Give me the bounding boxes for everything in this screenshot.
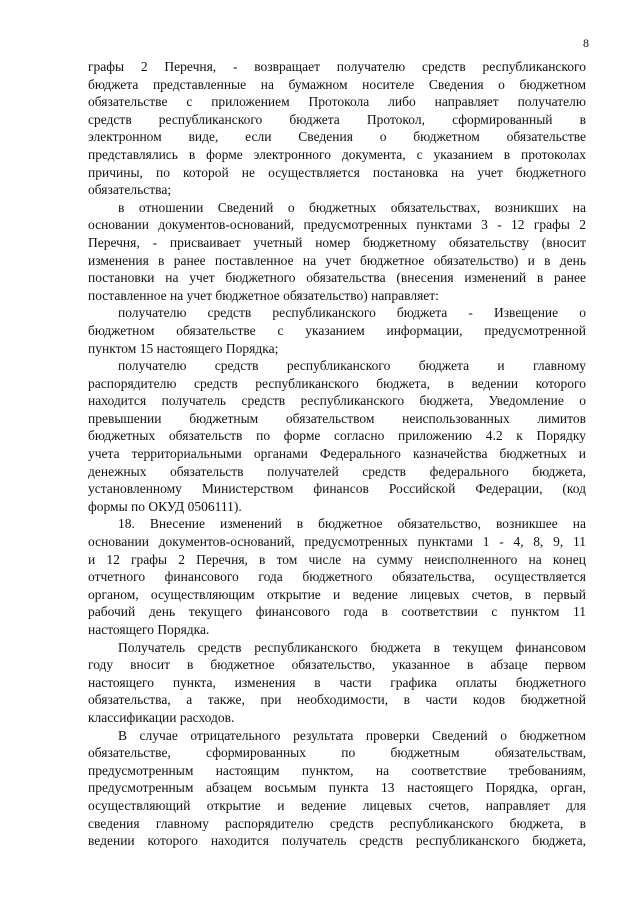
text-line: В случае отрицательного результата проверки Сведений о бюджетном xyxy=(118,727,586,743)
text-line: предусмотренным настоящим пунктом, на соответствие требованиям, xyxy=(88,762,586,778)
text-line: основании документов-оснований, предусмотренных пунктами 3 - 12 графы 2 xyxy=(88,217,586,233)
paragraph xyxy=(88,199,586,305)
text-line: обязательства; xyxy=(88,182,172,198)
page-number: 8 xyxy=(583,36,589,50)
text-line: обязательстве с приложением Протокола либо направляет получателю xyxy=(88,94,586,110)
text-line: представлялись в форме электронного документа, с указанием в протоколах xyxy=(88,146,586,162)
text-line: сведения главному распорядителю средств республиканского бюджета, в xyxy=(88,815,586,831)
text-line: получателю средств республиканского бюджета и главному xyxy=(118,358,586,374)
text-line: установленному Министерством финансов Российской Федерации, (код xyxy=(88,481,586,497)
text-line: средств республиканского бюджета Протокол, сформированный в xyxy=(88,111,586,127)
text-line: ведении которого находится получатель средств республиканского бюджета, xyxy=(88,833,586,849)
text-line: и 12 графы 2 Перечня, в том числе на сумму неисполненного на конец xyxy=(88,551,586,567)
text-line: поставленное на учет бюджетное обязательство) направляет: xyxy=(88,287,439,303)
text-line: рабочий день текущего финансового года в соответствии с пунктом 11 xyxy=(88,604,586,620)
text-line: настоящего пункта, изменения в части графика оплаты бюджетного xyxy=(88,674,586,690)
text-line: пунктом 15 настоящего Порядка; xyxy=(88,340,279,356)
paragraph xyxy=(88,304,586,357)
text-line: формы по ОКУД 0506111). xyxy=(88,498,242,514)
text-line: превышении бюджетным обязательством неиспользованных лимитов xyxy=(88,410,586,426)
text-line: в отношении Сведений о бюджетных обязательствах, возникших на xyxy=(118,199,586,215)
text-line: находится получатель средств республиканского бюджета, Уведомление о xyxy=(88,393,586,409)
text-line: распорядителю средств республиканского бюджета, в ведении которого xyxy=(88,375,586,391)
text-line: денежных обязательств получателей средств федерального бюджета, xyxy=(88,463,586,479)
paragraph xyxy=(88,515,586,638)
text-line: учета территориальными органами Федерального казначейства бюджетных и xyxy=(88,446,586,462)
document-body xyxy=(88,58,586,850)
text-line: 18. Внесение изменений в бюджетное обязательство, возникшее на xyxy=(118,516,586,532)
text-line: осуществляющий открытие и ведение лицевых счетов, направляет для xyxy=(88,797,586,813)
text-line: причины, по которой не осуществляется постановка на учет бюджетного xyxy=(88,164,586,180)
text-line: классификации расходов. xyxy=(88,709,235,725)
text-line: обязательства, а также, при необходимости, в части кодов бюджетной xyxy=(88,692,586,708)
text-line: бюджетном обязательстве с указанием информации, предусмотренной xyxy=(88,322,586,338)
text-line: настоящего Порядка. xyxy=(88,622,210,637)
text-line: бюджета представленные на бумажном носителе Сведения о бюджетном xyxy=(88,76,586,92)
text-line: получателю средств республиканского бюджета - Извещение о xyxy=(118,305,586,321)
text-line: графы 2 Перечня, - возвращает получателю средств республиканского xyxy=(88,59,586,74)
text-line: изменения в ранее поставленное на учет бюджетное обязательство) и в день xyxy=(88,252,586,268)
text-line: предусмотренным абзацем восьмым пункта 13 настоящего Порядка, орган, xyxy=(88,780,586,796)
text-line: основании документов-оснований, предусмотренных пунктами 1 - 4, 8, 9, 11 xyxy=(88,534,586,550)
text-line: электронном виде, если Сведения о бюджетном обязательстве xyxy=(88,129,586,145)
text-line: Перечня, - присваивает учетный номер бюджетному обязательству (вносит xyxy=(88,234,586,250)
text-line: органом, осуществляющим открытие и ведение лицевых счетов, в первый xyxy=(88,586,586,602)
paragraph xyxy=(88,727,586,850)
text-line: отчетного финансового года бюджетного обязательства, осуществляется xyxy=(88,569,586,585)
text-line: постановки на учет бюджетного обязательства (внесения изменений в ранее xyxy=(88,270,586,286)
paragraph xyxy=(88,357,586,515)
text-line: бюджетных обязательств по форме согласно приложению 4.2 к Порядку xyxy=(88,428,586,444)
text-line: обязательстве, сформированных по бюджетным обязательствам, xyxy=(88,745,586,761)
paragraph xyxy=(88,639,586,727)
paragraph xyxy=(88,58,586,199)
text-line: Получатель средств республиканского бюджета в текущем финансовом xyxy=(118,639,586,655)
text-line: году вносит в бюджетное обязательство, указанное в абзаце первом xyxy=(88,657,586,673)
